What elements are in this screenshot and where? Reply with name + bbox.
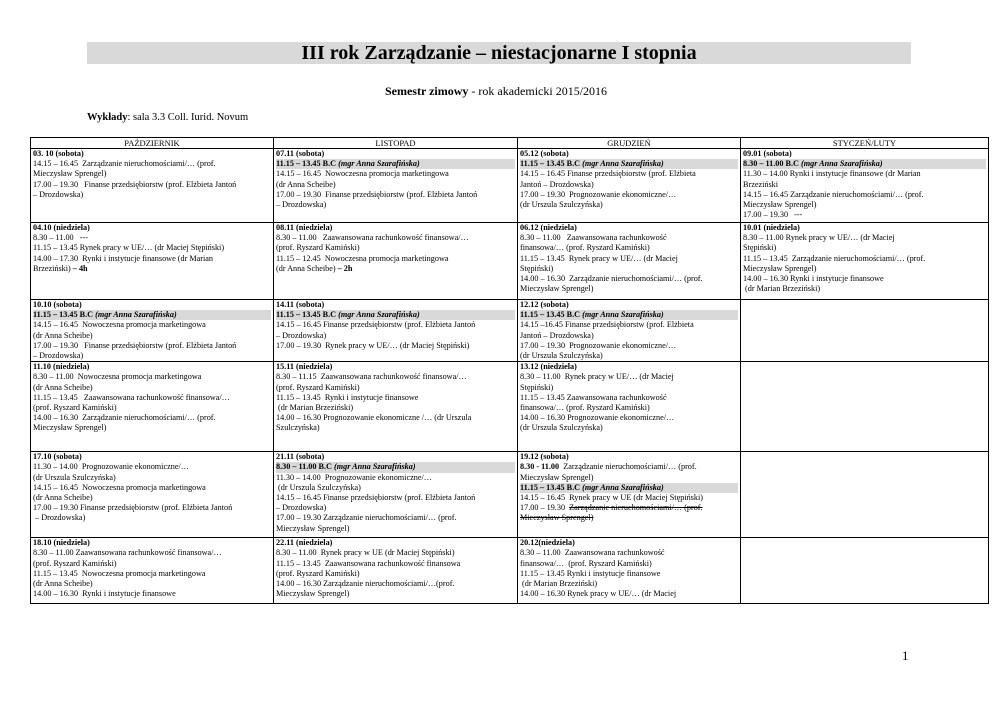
session-line: Mieczysław Sprengel) (520, 284, 594, 294)
session-date: 09.01 (sobota) (743, 149, 792, 158)
schedule-cell (518, 362, 741, 452)
session-line: 8.30 – 11.00 Rynek pracy w UE/… (dr Maciej (743, 233, 895, 243)
session-line: 8.30 – 11.00 Nowoczesna promocja marketingowa (33, 372, 202, 382)
session-line: (dr Marian Brzeziński) (276, 403, 354, 413)
schedule-cell (31, 300, 274, 362)
lectures-label: Wykłady (87, 112, 128, 123)
schedule-cell (741, 538, 989, 604)
session-line: Stępiński) (743, 243, 777, 253)
session-line: 11.15 – 13.45 Rynek pracy w UE/… (dr Maciej (520, 253, 678, 263)
session-line: (dr Urszula Szulczyńska) (33, 472, 116, 482)
session-line: 11.30 – 14.00 Rynki i instytucje finansowe (dr Marian (743, 169, 921, 179)
session-date: 15.11 (niedziela) (276, 362, 333, 372)
session-line: Mieczysław Sprengel) (276, 589, 350, 599)
session-line: – Drozdowska) (33, 351, 84, 361)
session-line: finansowa/… (prof. Ryszard Kamiński) (520, 403, 650, 413)
schedule-row (31, 223, 989, 300)
session-line: 17.00 – 19.30 Zarządzanie nieruchomościami/… (prof. (276, 513, 457, 523)
session-line: 14.00 – 16.30 Zarządzanie nieruchomościami/… (prof. (33, 413, 216, 423)
session-line: 14.15 – 16.45 Finanse przedsiębiorstw (prof. Elżbieta Jantoń (276, 493, 476, 503)
schedule-cell (31, 538, 274, 604)
month-header: GRUDZIEŃ (518, 138, 741, 149)
schedule-row (31, 538, 989, 604)
session-line: Stępiński) (520, 263, 554, 273)
page-title: III rok Zarządzanie – niestacjonarne I stopnia (87, 42, 911, 64)
session-highlight: 8.30 – 11.00 B.C (mgr Anna Szarafińska) (276, 462, 515, 472)
session-line: 14.00 – 17.30 Rynki i instytucje finansowe (dr Marian (33, 253, 213, 263)
schedule-cell (741, 300, 989, 362)
session-line: 14.15 – 16.45 Zarządzanie nieruchomościami/… (prof. (33, 159, 216, 169)
session-line: – Drozdowska) (276, 200, 327, 210)
session-line: Mieczysław Sprengel) (33, 169, 107, 179)
session-line: (dr Urszula Szulczyńska) (276, 482, 361, 492)
session-highlight: 11.15 – 13.45 B.C (mgr Anna Szarafińska) (276, 310, 515, 320)
session-line: (dr Anna Scheibe) (33, 493, 93, 503)
session-date: 14.11 (sobota) (276, 300, 325, 309)
session-line: 8.30 - 11.00 Zarządzanie nieruchomościami/… (prof. (520, 462, 697, 472)
session-line: 17.00 – 19.30 Prognozowanie ekonomiczne/… (520, 189, 677, 199)
session-line: – Drozdowska) (276, 503, 327, 513)
session-line: 8.30 – 11.00 Zaawansowana rachunkowość (520, 548, 665, 558)
session-line: finansowa/… (prof. Ryszard Kamiński) (520, 243, 650, 253)
session-line: 8.30 – 11.00 Rynek pracy w UE (dr Maciej Stępiński) (276, 548, 455, 558)
month-header-row (31, 138, 989, 149)
session-line: Stępiński) (520, 382, 554, 392)
session-line: (prof. Ryszard Kamiński) (276, 568, 360, 578)
session-line: 8.30 – 11.00 Rynek pracy w UE/… (dr Maciej (520, 372, 674, 382)
session-line: Mieczysław Sprengel) (520, 513, 594, 523)
session-line: 8.30 – 11.15 Zaawansowana rachunkowość finansowa/… (276, 372, 467, 382)
session-line: 11.15 – 12.45 Nowoczesna promocja marketingowa (276, 253, 449, 263)
session-line: (prof. Ryszard Kamiński) (33, 403, 117, 413)
session-line: 14.00 – 16.30 Rynek pracy w UE/… (dr Maciej (520, 589, 677, 599)
session-line: 17.00 – 19.30 Rynek pracy w UE/… (dr Maciej Stępiński) (276, 340, 470, 350)
semester-subtitle (0, 84, 992, 99)
session-date: 10.10 (sobota) (33, 300, 82, 309)
session-date: 06.12 (niedziela) (520, 223, 577, 232)
session-line: 17.00 – 19.30 --- (743, 210, 803, 220)
month-header: STYCZEŃ/LUTY (741, 138, 989, 149)
session-line: (prof. Ryszard Kamiński) (33, 558, 117, 568)
session-line: 11.15 – 13.45 Zaawansowana rachunkowość finansowa/… (33, 392, 230, 402)
session-date: 21.11 (sobota) (276, 452, 325, 462)
schedule-row (31, 362, 989, 452)
session-date: 17.10 (sobota) (33, 452, 82, 462)
session-line: (prof. Ryszard Kamiński) (276, 243, 360, 253)
schedule-cell (274, 223, 518, 300)
session-line: 11.30 – 14.00 Prognozowanie ekonomiczne/… (276, 472, 432, 482)
schedule-table (30, 137, 989, 604)
session-date: 04.10 (niedziela) (33, 223, 90, 232)
session-line: (dr Anna Scheibe) – 2h (276, 263, 353, 273)
session-line: 14.15 – 16.45 Nowoczesna promocja marketingowa (33, 482, 206, 492)
schedule-cell (31, 223, 274, 300)
session-line: 11.30 – 14.00 Prognozowanie ekonomiczne/… (33, 462, 189, 472)
session-line: 14.15 – 16.45 Finanse przedsiębiorstw (prof. Elżbieta Jantoń (276, 320, 476, 330)
session-line: 8.30 – 11.00 Zaawansowana rachunkowość finansowa/… (33, 548, 222, 558)
session-date: 22.11 (niedziela) (276, 538, 333, 548)
session-line: 14.00 – 16.30 Zarządzanie nieruchomościami/… (prof. (520, 274, 703, 284)
session-line: 17.00 – 19.30 Finanse przedsiębiorstw (prof. Elżbieta Jantoń (33, 340, 237, 350)
session-line: 14.15 –16.45 Finanse przedsiębiorstw (prof. Elżbieta (520, 320, 694, 330)
session-line: 8.30 – 11.00 Zaawansowana rachunkowość (520, 233, 667, 243)
session-line: – Drozdowska) (276, 330, 327, 340)
schedule-cell (31, 149, 274, 223)
session-line: 14.00 – 16.30 Rynki i instytucje finansowe (33, 589, 176, 599)
session-line: 14.00 – 16.30 Zarządzanie nieruchomościami/…(prof. (276, 579, 455, 589)
session-line: Mieczysław Sprengel) (520, 472, 594, 482)
session-line: (dr Anna Scheibe) (33, 382, 93, 392)
schedule-cell (31, 452, 274, 538)
lectures-location (87, 112, 248, 123)
session-highlight: 11.15 – 13.45 B.C (mgr Anna Szarafińska) (276, 159, 515, 169)
schedule-cell (274, 452, 518, 538)
session-date: 08.11 (niedziela) (276, 223, 333, 232)
schedule-cell (518, 149, 741, 223)
session-line: – Drozdowska) (33, 513, 86, 523)
session-line: (dr Marian Brzeziński) (743, 284, 821, 294)
schedule-cell (518, 538, 741, 604)
session-line: 11.15 – 13.45 Rynek pracy w UE/… (dr Maciej Stępiński) (33, 243, 225, 253)
session-line: 14.00 – 16.30 Rynki i instytucje finansowe (743, 274, 884, 284)
session-line: Jantoń – Drozdowska) (520, 330, 594, 340)
session-highlight: 11.15 – 13.45 B.C (mgr Anna Szarafińska) (520, 159, 738, 169)
session-line: (dr Anna Scheibe) (33, 330, 93, 340)
schedule-cell (518, 300, 741, 362)
session-line: Mieczysław Sprengel) (33, 423, 107, 433)
schedule-cell (274, 362, 518, 452)
session-line: Mieczysław Sprengel) (743, 263, 817, 273)
session-date: 05.12 (sobota) (520, 149, 569, 158)
session-date: 19.12 (sobota) (520, 452, 569, 462)
session-line: 11.15 – 13.45 Zaawansowana rachunkowość finansowa (276, 558, 461, 568)
session-line: 8.30 – 11.00 Zaawansowana rachunkowość finansowa/… (276, 233, 469, 243)
session-line: Mieczysław Sprengel) (276, 523, 350, 533)
session-line: 14.00 – 16.30 Prognozowanie ekonomiczne/… (520, 413, 675, 423)
session-highlight: 11.15 – 13.45 B.C (mgr Anna Szarafińska) (520, 310, 738, 320)
schedule-row (31, 452, 989, 538)
schedule-row (31, 300, 989, 362)
schedule-cell (274, 300, 518, 362)
semester-label: Semestr zimowy (384, 84, 469, 98)
session-line: Brzeziński) – 4h (33, 263, 88, 273)
session-line: finansowa/… (prof. Ryszard Kamiński) (520, 558, 652, 568)
session-line: – Drozdowska) (33, 189, 84, 199)
session-line: Brzeziński (743, 179, 779, 189)
session-line: 14.15 – 16.45 Nowoczesna promocja marketingowa (33, 320, 206, 330)
session-line: 14.15 – 16.45 Finanse przedsiębiorstw (prof. Elżbieta (520, 169, 696, 179)
schedule-cell (518, 452, 741, 538)
session-line: 17.00 – 19.30 Finanse przedsiębiorstw (prof. Elżbieta Jantoń (276, 189, 478, 199)
session-line: (dr Marian Brzeziński) (520, 579, 598, 589)
session-line: Jantoń – Drozdowska) (520, 179, 594, 189)
page-number: 1 (902, 648, 909, 663)
session-line: (dr Urszula Szulczyńska) (520, 423, 603, 433)
session-line: 17.00 – 19.30 Zarządzanie nieruchomościami/… (prof. (520, 503, 703, 513)
session-date: 11.10 (niedziela) (33, 362, 90, 372)
session-highlight: 8.30 – 11.00 B.C (mgr Anna Szarafińska) (743, 159, 986, 169)
session-line: (dr Urszula Szulczyńska) (520, 200, 603, 210)
month-header: LISTOPAD (274, 138, 518, 149)
schedule-cell (518, 223, 741, 300)
session-line: 11.15 – 13.45 Nowoczesna promocja marketingowa (33, 568, 206, 578)
schedule-cell (31, 362, 274, 452)
session-highlight: 11.15 – 13.45 B.C (mgr Anna Szarafińska) (33, 310, 271, 320)
session-line: 11.15 – 13.45 Rynki i instytucje finansowe (520, 568, 661, 578)
schedule-cell (741, 362, 989, 452)
session-line: 14.00 – 16.30 Prognozowanie ekonomiczne /… (dr Urszula (276, 413, 472, 423)
session-line: (dr Anna Scheibe) (33, 579, 93, 589)
session-line: 17.00 – 19.30 Finanse przedsiębiorstw (prof. Elżbieta Jantoń (33, 179, 237, 189)
schedule-cell (274, 538, 518, 604)
session-line: (dr Urszula Szulczyńska) (520, 351, 603, 361)
session-date: 10.01 (niedziela) (743, 223, 800, 232)
schedule-row (31, 149, 989, 223)
schedule-cell (741, 452, 989, 538)
session-date: 03. 10 (sobota) (33, 149, 84, 158)
session-line: (dr Anna Scheibe) (276, 179, 336, 189)
session-line: (prof. Ryszard Kamiński) (276, 382, 360, 392)
schedule-cell (741, 149, 989, 223)
session-line: 11.15 – 13.45 Rynki i instytucje finansowe (276, 392, 419, 402)
session-line: Mieczysław Sprengel) (743, 200, 817, 210)
schedule-cell (741, 223, 989, 300)
lectures-room: : sala 3.3 Coll. Iurid. Novum (127, 112, 249, 123)
session-date: 18.10 (niedziela) (33, 538, 90, 548)
session-highlight: 11.15 – 13.45 B.C (mgr Anna Szarafińska) (520, 483, 738, 493)
session-line: 14.15 – 16.45 Nowoczesna promocja marketingowa (276, 169, 449, 179)
session-line: 11.15 – 13.45 Zarządzanie nieruchomościami/… (prof. (743, 253, 926, 263)
session-line: 17.00 – 19.30 Finanse przedsiębiorstw (prof. Elżbieta Jantoń (33, 503, 233, 513)
session-line: 14.15 – 16.45 Zarządzanie nieruchomościami/… (prof. (743, 189, 924, 199)
schedule-cell (274, 149, 518, 223)
session-date: 12.12 (sobota) (520, 300, 569, 309)
month-header: PAŹDZIERNIK (31, 138, 274, 149)
session-date: 07.11 (sobota) (276, 149, 325, 158)
session-date: 20.12(niedziela) (520, 538, 575, 548)
academic-year: - rok akademicki 2015/2016 (468, 84, 608, 98)
session-line: 11.15 – 13.45 Zaawansowana rachunkowość (520, 392, 667, 402)
session-line: 8.30 – 11.00 --- (33, 233, 88, 243)
session-date: 13.12 (niedziela) (520, 362, 577, 372)
session-line: 14.15 – 16.45 Rynek pracy w UE (dr Maciej Stępiński) (520, 493, 703, 503)
session-line: 17.00 – 19.30 Prognozowanie ekonomiczne/… (520, 340, 677, 350)
session-line: Szulczyńska) (276, 423, 320, 433)
